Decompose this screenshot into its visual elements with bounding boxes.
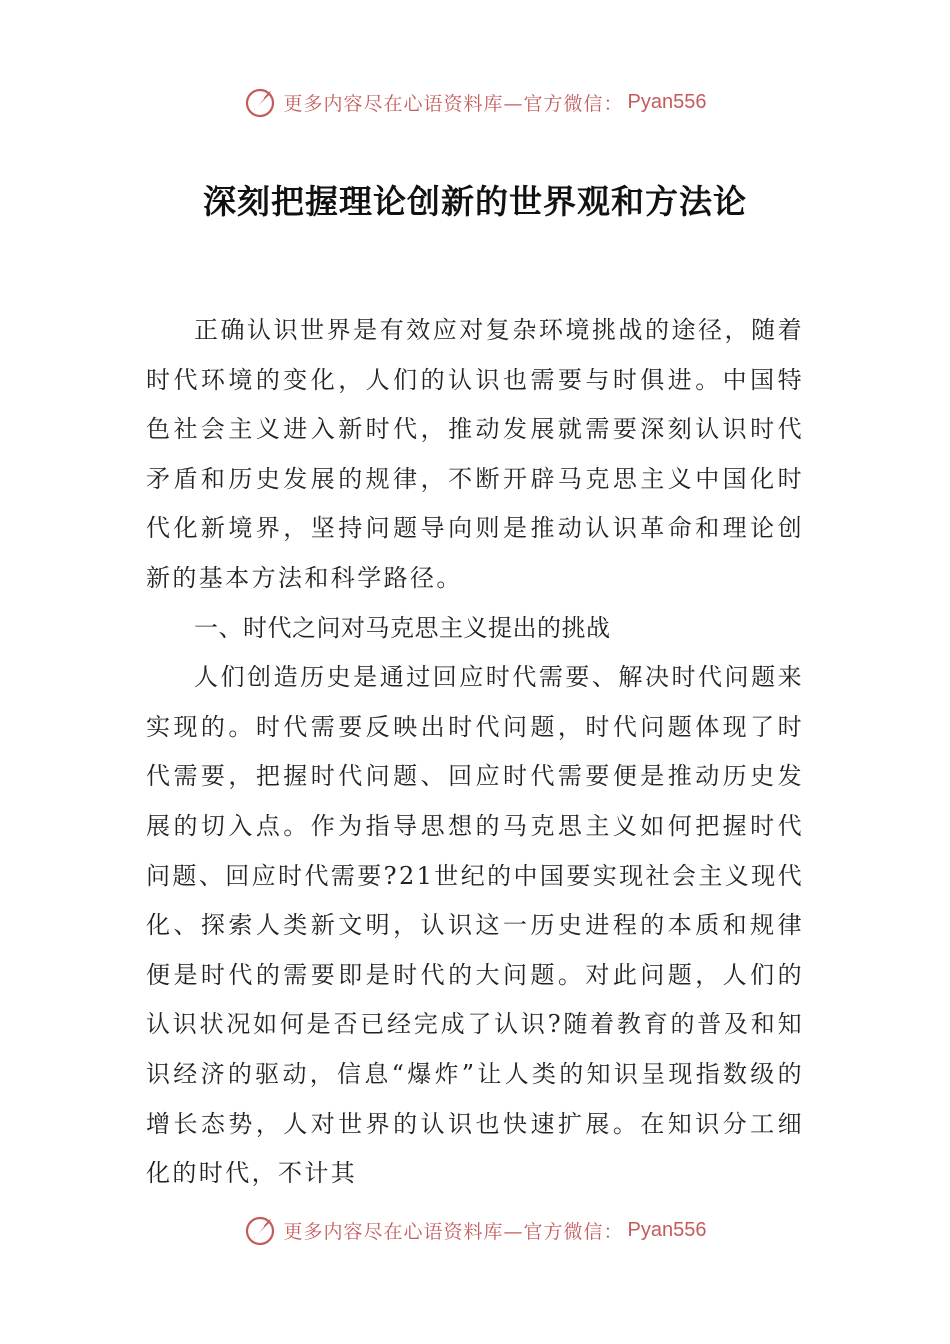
- footer-watermark-banner: [0, 1210, 950, 1250]
- quill-pen-circle-logo: [244, 85, 278, 119]
- watermark-text: 更多内容尽在心语资料库—官方微信：: [283, 1220, 624, 1243]
- header-watermark-banner: [0, 82, 950, 122]
- document-body: [146, 306, 804, 1199]
- watermark-handle: Pyan556: [627, 90, 707, 113]
- body-paragraph: 人们创造历史是通过回应时代需要、解决时代问题来实现的。时代需要反映出时代问题，时代问题体现了时代需要，把握时代问题、回应时代需要便是推动历史发展的切入点。作为指导思想的马克思主义如何把握时代问题、回应时代需要?21世纪的中国要实现社会主义现代化、探索人类新文明，认识这一历史进程的本质和规律便是时代的需要即是时代的大问题。对此问题，人们的认识状况如何是否已经完成了认识?随着教育的普及和知识经济的驱动，信息“爆炸”让人类的知识呈现指数级的增长态势，人对世界的认识也快速扩展。在知识分工细化的时代，不计其: [146, 663, 804, 1188]
- watermark-handle: Pyan556: [627, 1218, 707, 1241]
- document-title: 深刻把握理论创新的世界观和方法论: [203, 182, 747, 221]
- intro-paragraph: 正确认识世界是有效应对复杂环境挑战的途径，随着时代环境的变化，人们的认识也需要与时俱进。中国特色社会主义进入新时代，推动发展就需要深刻认识时代矛盾和历史发展的规律，不断开辟马克思主义中国化时代化新境界，坚持问题导向则是推动认识革命和理论创新的基本方法和科学路径。: [146, 316, 804, 592]
- section-heading: 一、时代之问对马克思主义提出的挑战: [194, 613, 611, 642]
- quill-pen-circle-logo: [244, 1213, 278, 1247]
- watermark-text: 更多内容尽在心语资料库—官方微信：: [283, 92, 624, 115]
